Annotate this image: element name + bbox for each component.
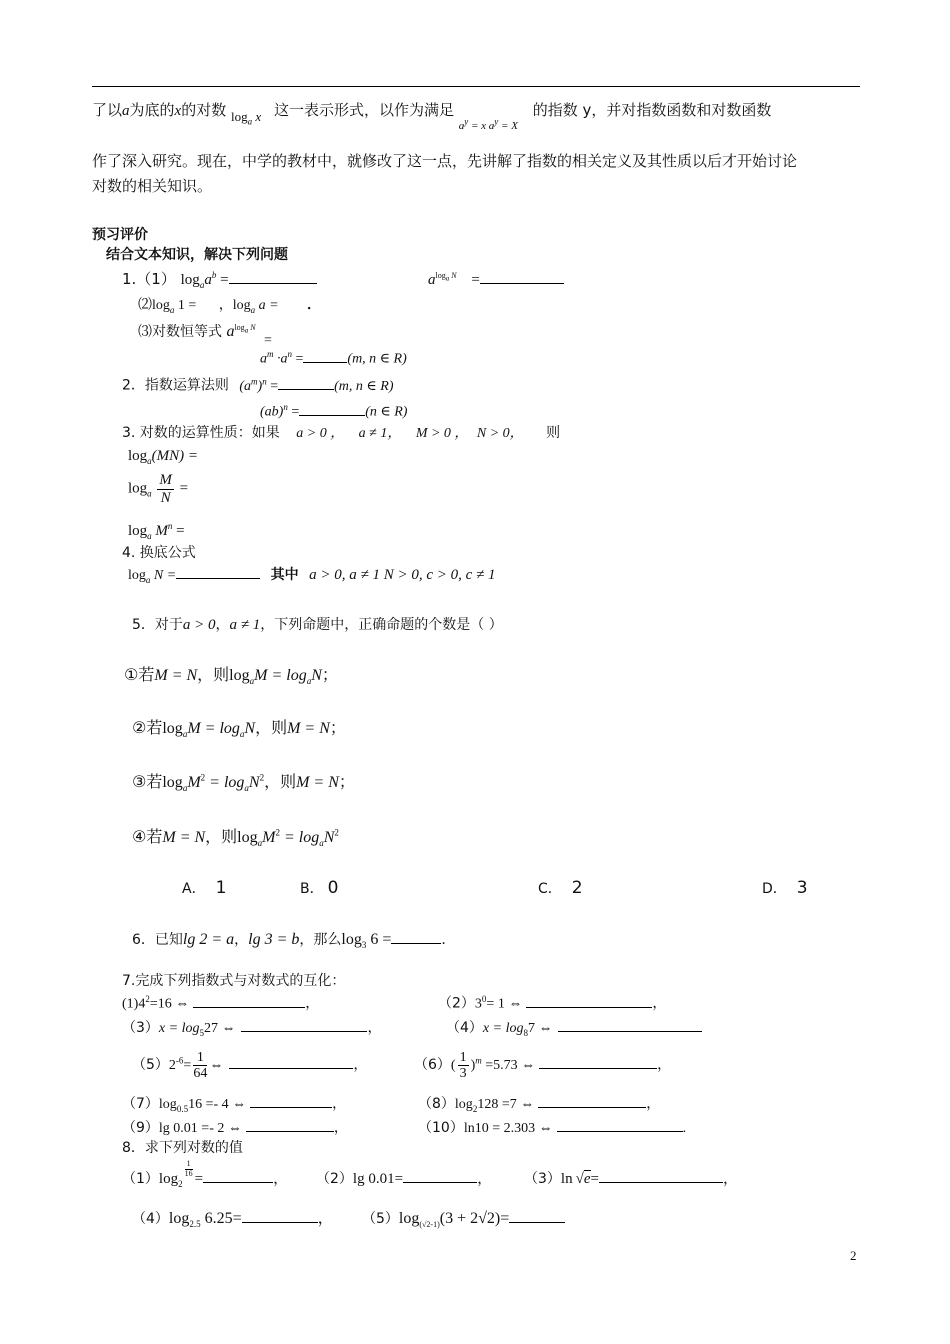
q1-blank-1[interactable] [229, 271, 317, 284]
q2-l1-a: a [260, 351, 267, 367]
q1-line-3 [138, 322, 272, 348]
q7-frac-num: 1 [459, 1050, 467, 1065]
q6-sep: ， [234, 932, 249, 948]
q1-exp: b [211, 270, 217, 280]
q2-l2-sup-n: n [262, 376, 267, 386]
q1-sup-log-sub: a [445, 274, 450, 283]
intro-text: 的指数 y，并对指数函数和对数函数 [532, 101, 772, 119]
q7-item-base: 3 [474, 996, 482, 1012]
q7-item-expr: x = log [482, 1021, 524, 1036]
q7-item-3: $(3)x = \log_527$ ⇔ ， [122, 1020, 382, 1038]
q3-f3-sup: n [167, 521, 173, 531]
q2-l2-sup-m: m [251, 376, 258, 386]
q5-item-then: ，则 [264, 772, 297, 791]
q5-item-sup: 2 [259, 772, 265, 783]
q3-f3-eq: = [176, 523, 185, 539]
q3-then: 则 [546, 425, 561, 441]
q6-log-sub: 3 [361, 940, 367, 951]
q5-item-log-sub: a [244, 783, 249, 794]
q7-item-sub: 5 [199, 1027, 204, 1038]
choice-value: 1 [215, 878, 227, 898]
q3-f2-sub: a [147, 488, 152, 499]
q7-item-num: （3） [122, 1020, 159, 1036]
q2-l2-cond: (m, n ∈ R) [334, 378, 394, 394]
q7-item-num: （4） [446, 1020, 483, 1036]
q5-item-if: 若 [146, 772, 163, 791]
q3-f3-arg: M [155, 523, 168, 539]
page-number: 2 [850, 1248, 857, 1263]
q1-log-sub: a [199, 280, 205, 290]
q3-cond-2: a ≠ 1， [358, 426, 402, 441]
q7-item-8: $(8)\log_2128 =7$ ⇔ ， [418, 1096, 661, 1114]
q8-item-eq: = [394, 1171, 404, 1187]
q7-item-expr: lg 0.01 =- 2 ⇔ [158, 1121, 242, 1136]
q8-item-num: （1） [122, 1171, 159, 1187]
q7-item-num: （2） [438, 995, 475, 1012]
q8-item-3: （3）ln √e= ， [524, 1171, 738, 1187]
q6-log: log [341, 931, 362, 948]
q3-formula-2 [128, 472, 188, 506]
q6-then: ，那么 [299, 932, 342, 948]
q3-f1-arg: (MN) = [151, 448, 199, 464]
header-rule [92, 86, 860, 87]
q5-item-log-sub: a [182, 783, 188, 794]
q8-item-num: （3） [524, 1171, 561, 1187]
q6-blank[interactable] [391, 931, 441, 944]
q5-item-4 [132, 827, 339, 849]
choice-value: 0 [327, 878, 339, 898]
q5-item-if: 若 [146, 827, 163, 846]
q1-p3-base: a [226, 323, 235, 340]
q6-cond-2: lg 3 = b [248, 931, 300, 948]
q5-item-log: log [162, 720, 183, 737]
q2-l1-sup-m: m [267, 349, 274, 359]
intro-text: 的对数 [181, 101, 227, 119]
q7-item-expr: x = log [158, 1021, 200, 1036]
q7-item-expr: ( [450, 1058, 456, 1074]
q2-line-1 [260, 349, 407, 368]
q1-p2-expr-b: a = [258, 298, 279, 313]
q8-blank-2[interactable] [403, 1170, 477, 1183]
q2-l3-eq: = [291, 404, 300, 420]
q4-blank[interactable] [176, 566, 260, 579]
q5-item-log-sub: a [182, 729, 188, 740]
q8-item-log: log [398, 1210, 420, 1227]
q7-item-expr: ln10 = 2.303 ⇔ [463, 1121, 553, 1136]
intro-line-3: 对数的相关知识。 [92, 177, 213, 195]
q3-f2-num: M [159, 472, 172, 488]
q7-item-1: $(1)4^2=16$ ⇔ ， [122, 994, 320, 1012]
q5-item-premise: M = N [162, 829, 206, 846]
q3-f2-den: N [160, 489, 171, 506]
q1-base: a [204, 272, 212, 288]
q8-item-expr: 6.25 [204, 1210, 233, 1227]
q5-choice-a[interactable] [182, 878, 226, 898]
intro-eq: = X [501, 120, 518, 132]
intro-log-sub: a [247, 116, 253, 127]
q4-log-sub: a [145, 574, 151, 585]
intro-log-x: x [255, 109, 262, 124]
q5-item-end: ； [329, 718, 346, 737]
q5-label: 5．对于 [132, 617, 183, 633]
q7-item-5: $(5)2^{-6}=$ $\frac{1}{64}$ ⇔ ， [132, 1050, 368, 1082]
q7-label: 7.完成下列指数式与对数式的互化： [122, 973, 346, 989]
q7-item-num: (1) [122, 996, 139, 1012]
q5-choice-d[interactable] [762, 878, 808, 898]
q7-item-num: （6） [414, 1057, 451, 1074]
q5-item-sup: 2 [200, 772, 206, 783]
q7-item-expr: 27 ⇔ [203, 1021, 236, 1036]
q5-choice-c[interactable] [538, 878, 583, 898]
q7-blank-9[interactable] [246, 1119, 334, 1132]
q7-blank-10[interactable] [557, 1119, 683, 1132]
q5-item-end: ； [321, 665, 338, 684]
q3-cond-1: a > 0 ， [296, 426, 345, 441]
q8-blank-3[interactable] [599, 1170, 723, 1183]
q1-p2-expr: 1 = [177, 298, 197, 313]
q7-item-6: （6）( $\frac{1}{3}$ )$^m$ =5.73 ⇔ ， [414, 1050, 672, 1082]
q7-frac-num: 1 [193, 1050, 207, 1066]
q4-cond: a > 0, a ≠ 1 N > 0, c > 0, c ≠ 1 [309, 567, 496, 583]
q7-blank-4[interactable] [558, 1019, 702, 1032]
q1-log: log [180, 272, 200, 288]
q5-text: ，下列命题中，正确命题的个数是（ ） [260, 617, 503, 633]
q8-item-expr: (3 + 2√2) [439, 1210, 501, 1227]
q8-radicand: e [583, 1171, 591, 1187]
q5-item-conclusion: M = N [287, 720, 330, 737]
q7-item-sub: 8 [523, 1027, 528, 1038]
q5-item-sup: 2 [334, 827, 339, 838]
q3-f2-eq: = [179, 480, 189, 497]
q7-item-sup: 0 [481, 994, 487, 1004]
q8-item-eq: = [194, 1171, 204, 1187]
q2-line-2 [122, 376, 393, 395]
q5-sep: ， [215, 617, 230, 633]
q7-item-expr: =5.73 ⇔ [485, 1058, 536, 1074]
choice-letter: A． [182, 881, 206, 897]
q1-blank-2[interactable] [480, 271, 564, 284]
q1-p2-log-sub: a [169, 304, 175, 315]
q5-item-1 [124, 665, 338, 687]
intro-var-x: x [174, 103, 182, 119]
q5-item-expr: = log [205, 774, 245, 791]
q1-label: 1.（1） [122, 270, 176, 288]
q8-item-5 [362, 1209, 565, 1230]
q8-blank-5[interactable] [509, 1210, 565, 1223]
q7-item-expr: ⇔ [209, 1058, 224, 1074]
q7-item-10: （10）ln10 = 2.303 ⇔ . [418, 1120, 687, 1136]
q5-item-expr: M [262, 829, 276, 846]
q7-item-2: $(2)3^0= 1$ ⇔ ， [438, 994, 667, 1012]
q2-label: 2．指数运算法则 [122, 377, 229, 394]
q7-blank-3[interactable] [241, 1019, 367, 1032]
q7-item-log: log [454, 1097, 473, 1112]
q2-l2-close: ) [257, 378, 263, 394]
q4-arg: N = [153, 568, 177, 583]
q1-p2-log-b: log [232, 298, 251, 313]
q5-item-expr: M = log [187, 720, 240, 737]
q7-item-num: （5） [132, 1057, 169, 1074]
q2-l2-expr: (a [239, 378, 252, 394]
intro-line-2: 作了深入研究。现在，中学的教材中，就修改了这一点，先讲解了指数的相关定义及其性质以后才开始讨论 [92, 152, 798, 170]
q8-item-expr: ln [560, 1171, 573, 1187]
q3-cond-4: N > 0， [476, 426, 524, 441]
q5-item-expr: = log [279, 829, 320, 846]
q8-item-sub: (√2-1) [419, 1220, 440, 1230]
q8-label: 8．求下列对数的值 [122, 1140, 243, 1156]
q7-item-base: 4 [138, 996, 146, 1012]
q1-p2-log: log [152, 298, 170, 313]
q5-item-premise: M = N [154, 667, 198, 684]
q8-item-num: （4） [132, 1211, 169, 1227]
q7-item-expr: 128 =7 ⇔ [477, 1097, 535, 1112]
q2-l1-cond: (m, n ∈ R) [347, 351, 407, 367]
q2-blank-2[interactable] [278, 377, 334, 390]
q7-item-7: $(7)\log_{0.5}16 =- 4$ ⇔ ， [122, 1096, 347, 1114]
q5-item-3 [132, 772, 355, 794]
q1-p2-log-sub-b: a [250, 304, 256, 315]
q2-l1-dot: ·a [277, 351, 288, 367]
q5-item-then: ，则 [197, 665, 230, 684]
intro-line-1 [92, 101, 772, 132]
q3-formula-1 [128, 447, 198, 467]
q7-item-9: （9）lg 0.01 =- 2 ⇔ ， [122, 1120, 348, 1136]
q7-blank-8[interactable] [538, 1095, 646, 1108]
q5-item-expr: N [311, 667, 322, 684]
q8-item-eq: = [232, 1210, 242, 1227]
choice-letter: D． [762, 881, 787, 897]
q4-label: 4. 换底公式 [122, 545, 196, 561]
q1-p3-sup-n: N [250, 323, 256, 333]
q7-item-expr: = [183, 1058, 192, 1074]
q8-item-num: （5） [362, 1211, 399, 1227]
q7-item-4 [446, 1019, 702, 1039]
q8-frac-den: 16 [184, 1169, 193, 1179]
q8-item-log: log [158, 1171, 179, 1187]
section-title: 预习评价 [92, 227, 148, 243]
q7-item-sub: 0.5 [176, 1103, 189, 1114]
q1-p3-sup-log: log [234, 323, 245, 333]
q8-blank-4[interactable] [242, 1210, 318, 1223]
q7-blank-6[interactable] [539, 1056, 657, 1069]
q5-item-mark: ① [124, 665, 139, 684]
q1-line-1b [428, 270, 564, 289]
intro-text: 为底的 [129, 101, 175, 119]
q8-item-2: （2）lg 0.01= ， [316, 1171, 493, 1187]
intro-eq: = x a [470, 120, 495, 132]
intro-log: log [231, 109, 248, 124]
q8-item-expr: lg 0.01 [352, 1171, 395, 1187]
q7-item-expr: 16 =- 4 ⇔ [188, 1097, 247, 1112]
q6-line [132, 930, 446, 951]
q1-p3-label: ⑶ [138, 324, 152, 340]
q2-line-3 [260, 402, 407, 421]
q5-cond-1: a > 0 [182, 617, 216, 633]
q5-item-if: 若 [146, 718, 163, 737]
q8-item-eq: = [590, 1171, 599, 1187]
choice-value: 3 [796, 878, 808, 898]
q1-base-a: a [428, 272, 436, 288]
choice-letter: C． [538, 881, 562, 897]
q2-l3-expr: (ab) [260, 404, 284, 420]
q7-item-num: （9） [122, 1120, 159, 1136]
intro-eq: a [458, 120, 465, 132]
q5-item-log-sub: a [249, 676, 255, 687]
q5-item-log: log [162, 774, 183, 791]
q5-item-then: ，则 [205, 827, 238, 846]
q7-frac-den: 3 [459, 1066, 467, 1082]
q4-where: 其中 [270, 567, 299, 583]
q5-item-conclusion: M = N [296, 774, 339, 791]
intro-eq-sup: y [464, 116, 469, 127]
q8-item-sub: 2 [178, 1179, 183, 1189]
q2-blank-1[interactable] [303, 350, 347, 363]
q5-item-mark: ② [132, 718, 147, 737]
q5-item-end: ； [338, 772, 355, 791]
q7-blank-5[interactable] [229, 1056, 353, 1069]
q5-item-log-sub: a [239, 729, 245, 740]
q7-item-num: （8） [418, 1096, 455, 1112]
q5-choice-b[interactable] [300, 878, 338, 898]
q7-blank-7[interactable] [250, 1095, 332, 1108]
q7-item-expr: ) [470, 1058, 476, 1074]
q2-blank-3[interactable] [299, 403, 365, 416]
q5-item-log-sub: a [319, 838, 324, 849]
q5-item-log: log [229, 667, 250, 684]
q3-f1-sub: a [147, 456, 152, 466]
q2-l3-sup-n: n [283, 402, 288, 412]
q5-item-expr: M [187, 774, 201, 791]
q2-l3-cond: (n ∈ R) [365, 404, 408, 420]
q3-line-1 [122, 425, 560, 443]
q5-item-2 [132, 718, 346, 740]
q5-item-log-sub: a [306, 676, 312, 687]
q3-cond-3: M > 0 ， [415, 426, 469, 441]
q8-item-eq: = [500, 1210, 510, 1227]
q1-p2-dot: ． [307, 297, 322, 313]
q7-item-5-fraction [193, 1050, 207, 1082]
q1-line-1 [122, 270, 317, 291]
q5-item-then: ，则 [255, 718, 288, 737]
q6-expr: 6 = [370, 931, 392, 948]
q5-item-log: log [237, 829, 258, 846]
q1-eq: = [220, 272, 229, 288]
intro-text: 了以 [92, 101, 123, 119]
q8-frac-num: 1 [186, 1159, 191, 1169]
q7-item-base: 2 [168, 1058, 176, 1074]
q1-p3-eq: = [263, 333, 272, 348]
q5-item-expr: N [323, 829, 335, 846]
q2-l1-eq: = [295, 351, 304, 367]
q1-p3-sup-sub: a [244, 326, 249, 335]
q8-blank-1[interactable] [203, 1170, 273, 1183]
q3-f2-fraction [157, 472, 174, 506]
q7-blank-2[interactable] [526, 995, 652, 1008]
q5-item-expr: N [244, 720, 256, 737]
q1-sup-log: log [435, 271, 446, 280]
q5-item-sup: 2 [275, 827, 280, 838]
q7-item-6-fraction [458, 1050, 469, 1082]
q3-f1-log: log [128, 448, 148, 464]
q7-item-log: log [158, 1097, 177, 1112]
q7-blank-1[interactable] [193, 995, 305, 1008]
q3-label: 3. 对数的运算性质：如果 [122, 425, 280, 441]
intro-eq-sup: y [494, 116, 499, 127]
q3-f2-log: log [128, 480, 148, 497]
q2-l1-sup-n: n [287, 349, 292, 359]
q5-item-if: 若 [138, 665, 155, 684]
intro-var-a: a [122, 103, 130, 119]
q3-formula-3 [128, 521, 185, 542]
section-subtitle: 结合文本知识，解决下列问题 [106, 247, 288, 263]
q1-p3-text: 对数恒等式 [152, 324, 222, 340]
q7-item-num: （10） [418, 1120, 464, 1136]
q7-item-expr: 7 ⇔ [527, 1021, 553, 1036]
choice-letter: B． [300, 881, 324, 897]
q8-item-log: log [168, 1210, 190, 1227]
q7-item-num: （7） [122, 1096, 159, 1112]
q7-item-sup: -6 [175, 1055, 184, 1066]
q3-f3-log: log [128, 523, 148, 539]
q5-item-expr: M = log [254, 667, 307, 684]
q1-sup-log-n: N [451, 271, 457, 280]
q5-item-mark: ④ [132, 827, 147, 846]
q8-item-4: $(4)\log_{2.5}$ 6.25= ， [132, 1210, 334, 1230]
q4-log: log [128, 568, 146, 583]
q6-label: 6．已知 [132, 932, 183, 948]
q8-item-1: $(1)\log_2$ $\frac{1}{16}$ = ， [122, 1159, 289, 1189]
q1-eq-2: = [471, 272, 480, 288]
q1-p2-sep: ， [218, 297, 233, 313]
q1-line-2 [138, 297, 321, 316]
q7-item-expr: = 1 ⇔ [486, 996, 523, 1012]
choice-value: 2 [571, 878, 583, 898]
q5-item-expr: N [248, 774, 260, 791]
q7-frac-den: 64 [193, 1066, 208, 1082]
q4-line [128, 566, 496, 586]
q7-item-sup: 2 [145, 994, 150, 1004]
q5-cond-2: a ≠ 1 [229, 617, 261, 633]
q5-line [132, 616, 503, 634]
q7-item-sub: 2 [472, 1103, 478, 1114]
q2-l2-eq: = [270, 378, 279, 394]
q1-p2-label: ⑵ [138, 297, 152, 313]
q8-item-num: （2） [316, 1171, 353, 1187]
q5-item-log-sub: a [257, 838, 263, 849]
q7-item-sup: m [475, 1055, 482, 1066]
q5-item-mark: ③ [132, 772, 147, 791]
q8-item-1-fraction [185, 1160, 193, 1179]
q6-cond-1: lg 2 = a [182, 931, 235, 948]
q3-f3-sub: a [147, 531, 152, 541]
q8-item-sub: 2.5 [189, 1219, 201, 1230]
q7-item-expr: =16 ⇔ [149, 996, 190, 1012]
intro-text: 这一表示形式，以作为满足 [273, 101, 454, 119]
q6-end: . [441, 932, 446, 948]
